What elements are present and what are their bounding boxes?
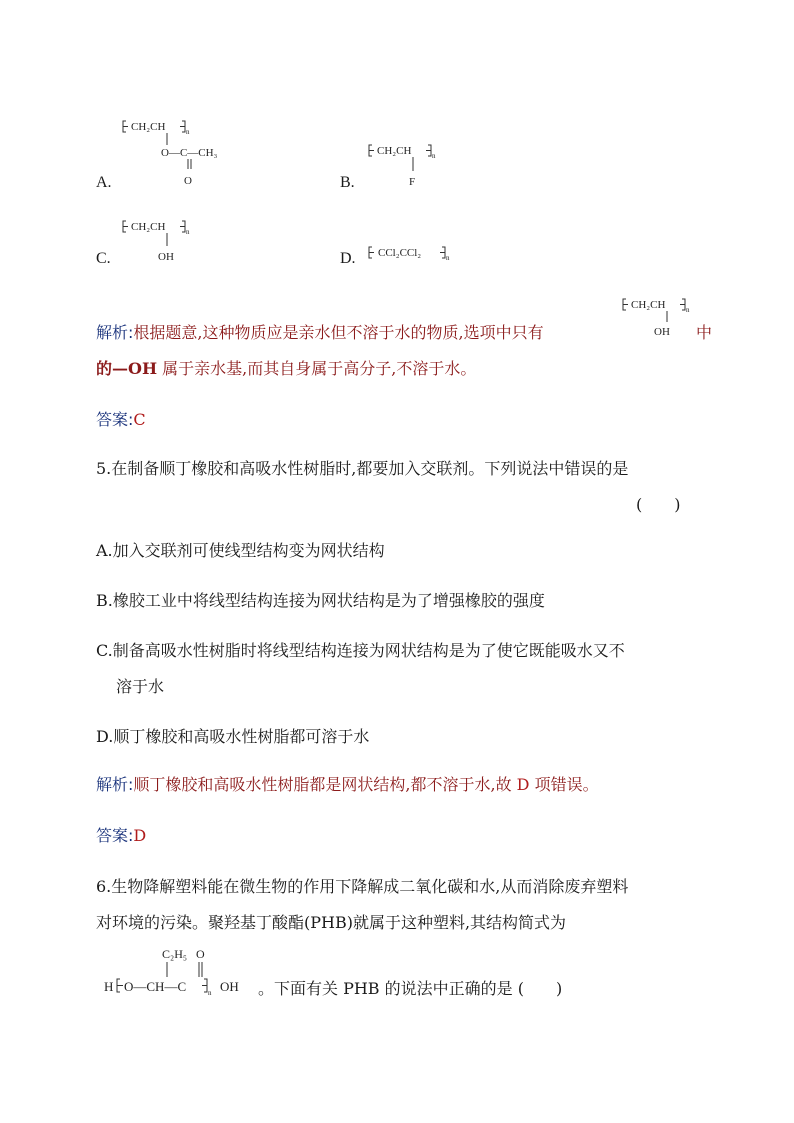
option-d-formula [366, 242, 486, 266]
svg-text:F: F [409, 176, 416, 188]
svg-text:C₂H₅: C₂H₅ [162, 947, 188, 961]
q4-explanation-line2: 的—OH 属于亲水基,而其自身属于高分子,不溶于水。 [96, 359, 477, 378]
option-c [96, 214, 236, 270]
q6-line3: 。下面有关 PHB 的说法中正确的是 ( ) [258, 979, 563, 998]
q4-explanation-end: 中 [696, 323, 713, 342]
q6-formula [104, 943, 264, 1001]
option-d [340, 240, 490, 270]
q5-option-c: C.制备高吸水性树脂时将线型结构连接为网状结构是为了使它既能吸水又不 [96, 641, 625, 660]
svg-text:OH: OH [654, 326, 670, 338]
option-a [96, 112, 256, 192]
svg-text:CCl₂CCl₂: CCl₂CCl₂ [378, 247, 422, 259]
q5-stem: 5.在制备顺丁橡胶和高吸水性树脂时,都要加入交联剂。下列说法中错误的是 [96, 459, 629, 478]
svg-text:OH: OH [220, 979, 239, 994]
q6-line1: 6.生物降解塑料能在微生物的作用下降解成二氧化碳和水,从而消除废弃塑料 [96, 877, 629, 896]
svg-text:H: H [104, 979, 114, 994]
svg-text:CH₂CH: CH₂CH [131, 221, 166, 233]
svg-text:CH₂CH: CH₂CH [631, 299, 666, 311]
option-a-letter: A. [96, 174, 112, 191]
svg-text:n: n [446, 254, 450, 262]
q5-option-d: D.顺丁橡胶和高吸水性树脂都可溶于水 [96, 727, 370, 746]
option-c-letter: C. [96, 250, 111, 267]
q5-explanation: 解析:顺丁橡胶和高吸水性树脂都是网状结构,都不溶于水,故 D 项错误。 [96, 775, 599, 794]
q5-option-a: A.加入交联剂可使线型结构变为网状结构 [96, 541, 385, 560]
q5-option-c-cont: 溶于水 [116, 677, 165, 696]
q4-explanation-line1: 解析:根据题意,这种物质应是亲水但不溶于水的物质,选项中只有 [96, 323, 544, 342]
q6-line2: 对环境的污染。聚羟基丁酸酯(PHB)就属于这种塑料,其结构简式为 [96, 913, 567, 932]
option-b [340, 138, 470, 192]
q5-answer: 答案:D [96, 826, 147, 845]
option-c-formula [120, 214, 230, 270]
explanation-label: 解析: [96, 323, 134, 342]
q4-answer: 答案:C [96, 410, 146, 429]
option-d-letter: D. [340, 250, 356, 267]
svg-text:n: n [432, 152, 436, 160]
option-b-letter: B. [340, 174, 355, 191]
svg-text:n: n [686, 306, 690, 314]
q5-paren: ( ) [636, 495, 681, 514]
svg-text:O—CH—C: O—CH—C [124, 979, 187, 994]
q4-explanation-formula [620, 294, 700, 344]
svg-text:n: n [186, 228, 190, 236]
svg-text:n: n [208, 989, 212, 997]
svg-text:O: O [184, 175, 192, 187]
svg-text:CH₂CH: CH₂CH [377, 145, 412, 157]
option-a-chain: CH₂CH [131, 121, 166, 133]
svg-text:O: O [196, 947, 205, 961]
q5-option-b: B.橡胶工业中将线型结构连接为网状结构是为了增强橡胶的强度 [96, 591, 545, 610]
option-b-formula [366, 138, 476, 192]
option-a-formula [120, 112, 260, 192]
svg-text:n: n [186, 128, 190, 136]
svg-text:OH: OH [158, 251, 174, 263]
svg-text:O—C—CH₃: O—C—CH₃ [161, 147, 218, 159]
